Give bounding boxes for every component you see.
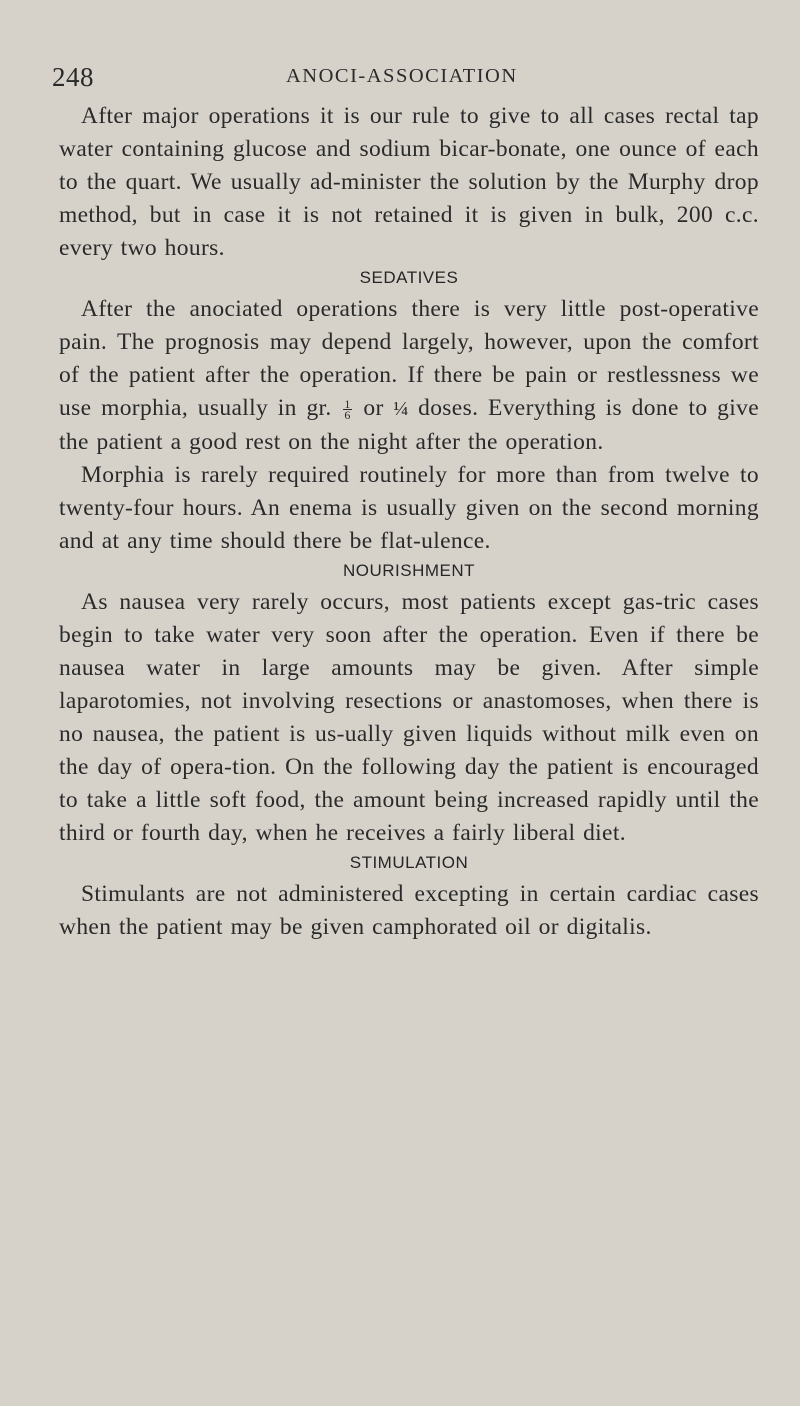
- sedatives-paragraph-1: [59, 293, 759, 459]
- heading-stimulation: STIMULATION: [349, 853, 469, 872]
- nourishment-paragraph: As nausea very rarely occurs, most patients except gas-tric cases begin to take water very soon after the operation. Even if there be nausea water in large amounts may be given. After simple laparotomies, not involving resections or anastomoses, when there is no nausea, the patient is us-ually given liquids without milk even on the day of opera-tion. On the following day the patient is encouraged to take a little soft food, the amount being increased rapidly until the third or fourth day, when he receives a fairly liberal diet.: [59, 589, 759, 846]
- stimulation-paragraph: Stimulants are not administered excepting in certain cardiac cases when the patient may be given camphorated oil or digitalis.: [59, 881, 759, 940]
- fraction-denominator: 6: [344, 408, 351, 423]
- page-number: 248: [52, 62, 94, 92]
- intro-paragraph: After major operations it is our rule to give to all cases rectal tap water containing glucose and sodium bicar-bonate, one ounce of each to the quart. We usually ad-minister the solution by the Murphy drop method, but in case it is not retained it is given in bulk, 200 c.c. every two hours.: [59, 103, 759, 261]
- fraction-one-quarter: ¼: [393, 398, 409, 420]
- body-text: [59, 100, 759, 944]
- fraction-one-sixth: [343, 397, 351, 423]
- running-header: [52, 62, 752, 92]
- sedatives-paragraph-2: Morphia is rarely required routinely for more than from twelve to twenty-four hours. An enema is usually given on the second morning and at any time should there be flat-ulence.: [59, 462, 759, 554]
- heading-sedatives: SEDATIVES: [359, 268, 459, 287]
- sedatives-p1-text-after: doses. Everything is done to give the patient a good rest on the night after the operation.: [59, 395, 759, 455]
- sedatives-p1-or: or: [363, 395, 384, 421]
- fraction-numerator: 1: [344, 397, 351, 412]
- heading-nourishment: NOURISHMENT: [342, 561, 476, 580]
- sedatives-p1-text-before: After the anociated operations there is very little post-operative pain. The prognosis may depend largely, however, upon the comfort of the patient after the operation. If there be pain or restlessness we use morphia, usually in gr.: [59, 296, 759, 421]
- running-title: ANOCI-ASSOCIATION: [286, 65, 518, 87]
